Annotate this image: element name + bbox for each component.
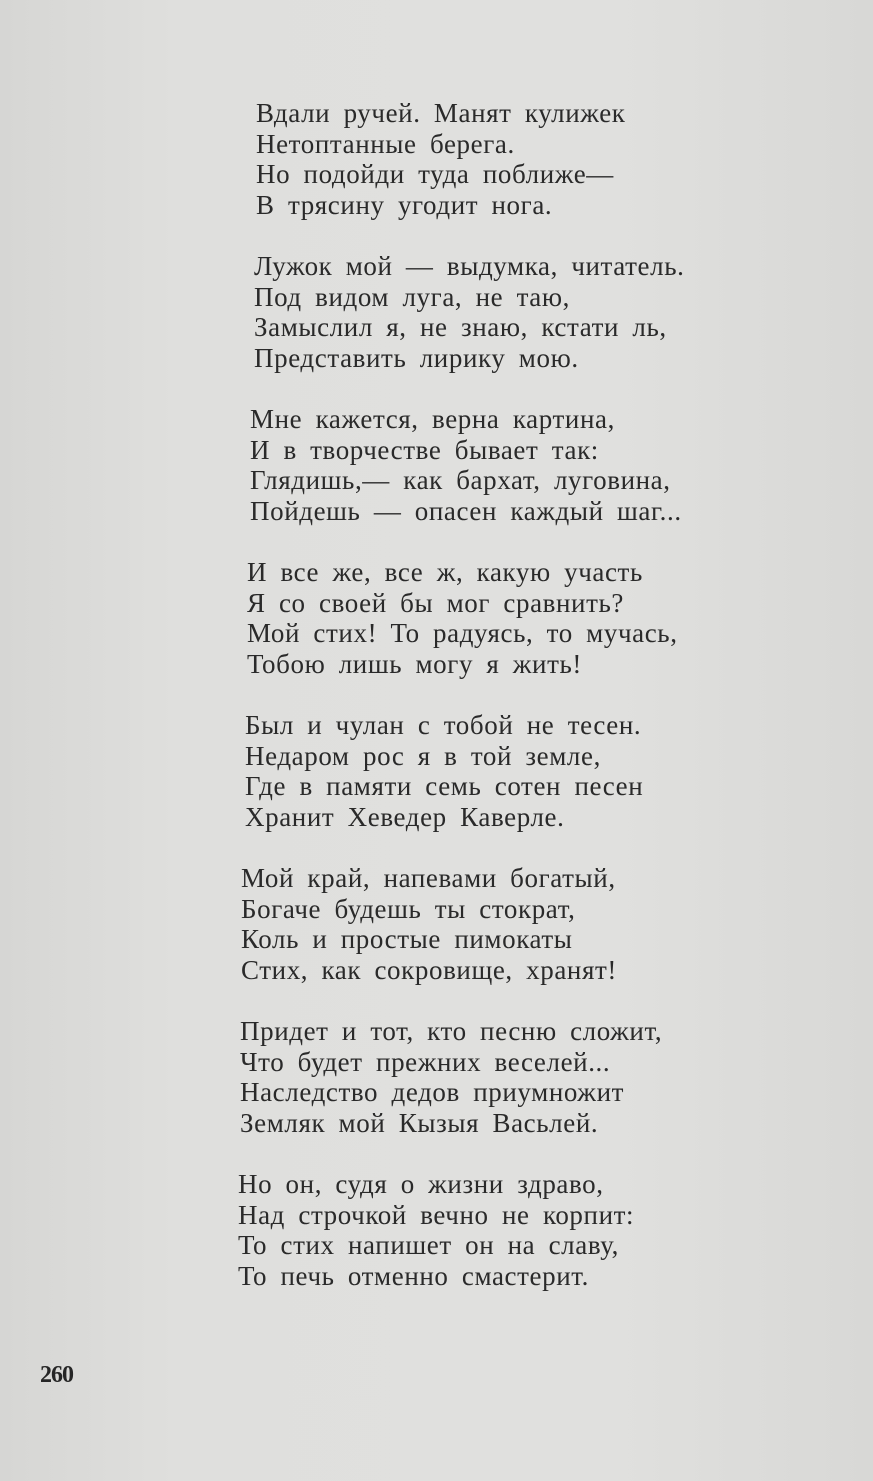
poem-line: Пойдешь — опасен каждый шаг...: [250, 495, 682, 526]
stanza: [238, 1016, 798, 1138]
stanza: [238, 1169, 798, 1291]
poem-line: И в творчестве бывает так:: [250, 434, 599, 465]
poem-line: Но подойди туда поближе—: [256, 159, 614, 189]
poem-line: Под видом луга, не таю,: [254, 281, 571, 312]
poem-line: Я со своей бы мог сравнить?: [247, 587, 625, 618]
poem-line: Замыслил я, не знаю, кстати ль,: [254, 312, 667, 342]
poem-line: Придет и тот, кто песню сложит,: [240, 1016, 663, 1046]
poem-line: И все же, все ж, какую участь: [247, 557, 643, 587]
poem-line: Глядишь,— как бархат, луговина,: [250, 465, 671, 495]
poem-line: В трясину угодит нога.: [256, 189, 553, 220]
poem-line: Но он, судя о жизни здраво,: [238, 1169, 604, 1199]
poem: [238, 98, 798, 1322]
poem-line: Что будет прежних веселей...: [240, 1046, 611, 1077]
poem-line: Недаром рос я в той земле,: [245, 740, 601, 771]
stanza: [238, 98, 798, 220]
poem-line: Вдали ручей. Манят кулижек: [256, 98, 626, 128]
poem-line: Стих, как сокровище, хранят!: [241, 954, 617, 985]
poem-line: Нетоптанные берега.: [256, 128, 515, 159]
poem-line: Был и чулан с тобой не тесен.: [245, 710, 642, 740]
poem-line: Представить лирику мою.: [254, 342, 579, 373]
poem-line: Богаче будешь ты стократ,: [241, 893, 576, 924]
poem-line: Где в памяти семь сотен песен: [245, 771, 644, 801]
page-number: 260: [40, 1362, 73, 1388]
poem-line: Хранит Хеведер Каверле.: [245, 801, 565, 832]
poem-line: Земляк мой Кызыя Васьлей.: [240, 1107, 599, 1138]
poem-line: То печь отменно смастерит.: [238, 1260, 589, 1291]
poem-line: Мой стих! То радуясь, то мучась,: [247, 618, 678, 648]
stanza: [238, 863, 798, 985]
poem-line: То стих напишет он на славу,: [238, 1230, 619, 1260]
poem-line: Коль и простые пимокаты: [241, 924, 573, 954]
stanza: [238, 710, 798, 832]
poem-line: Мне кажется, верна картина,: [250, 404, 615, 434]
poem-line: Лужок мой — выдумка, читатель.: [254, 251, 685, 281]
poem-line: Тобою лишь могу я жить!: [247, 648, 582, 679]
stanza: [238, 557, 798, 679]
stanza: [238, 251, 798, 373]
poem-line: Наследство дедов приумножит: [240, 1077, 625, 1107]
poem-line: Над строчкой вечно не корпит:: [238, 1199, 635, 1230]
poem-line: Мой край, напевами богатый,: [241, 863, 616, 893]
stanza: [238, 404, 798, 526]
